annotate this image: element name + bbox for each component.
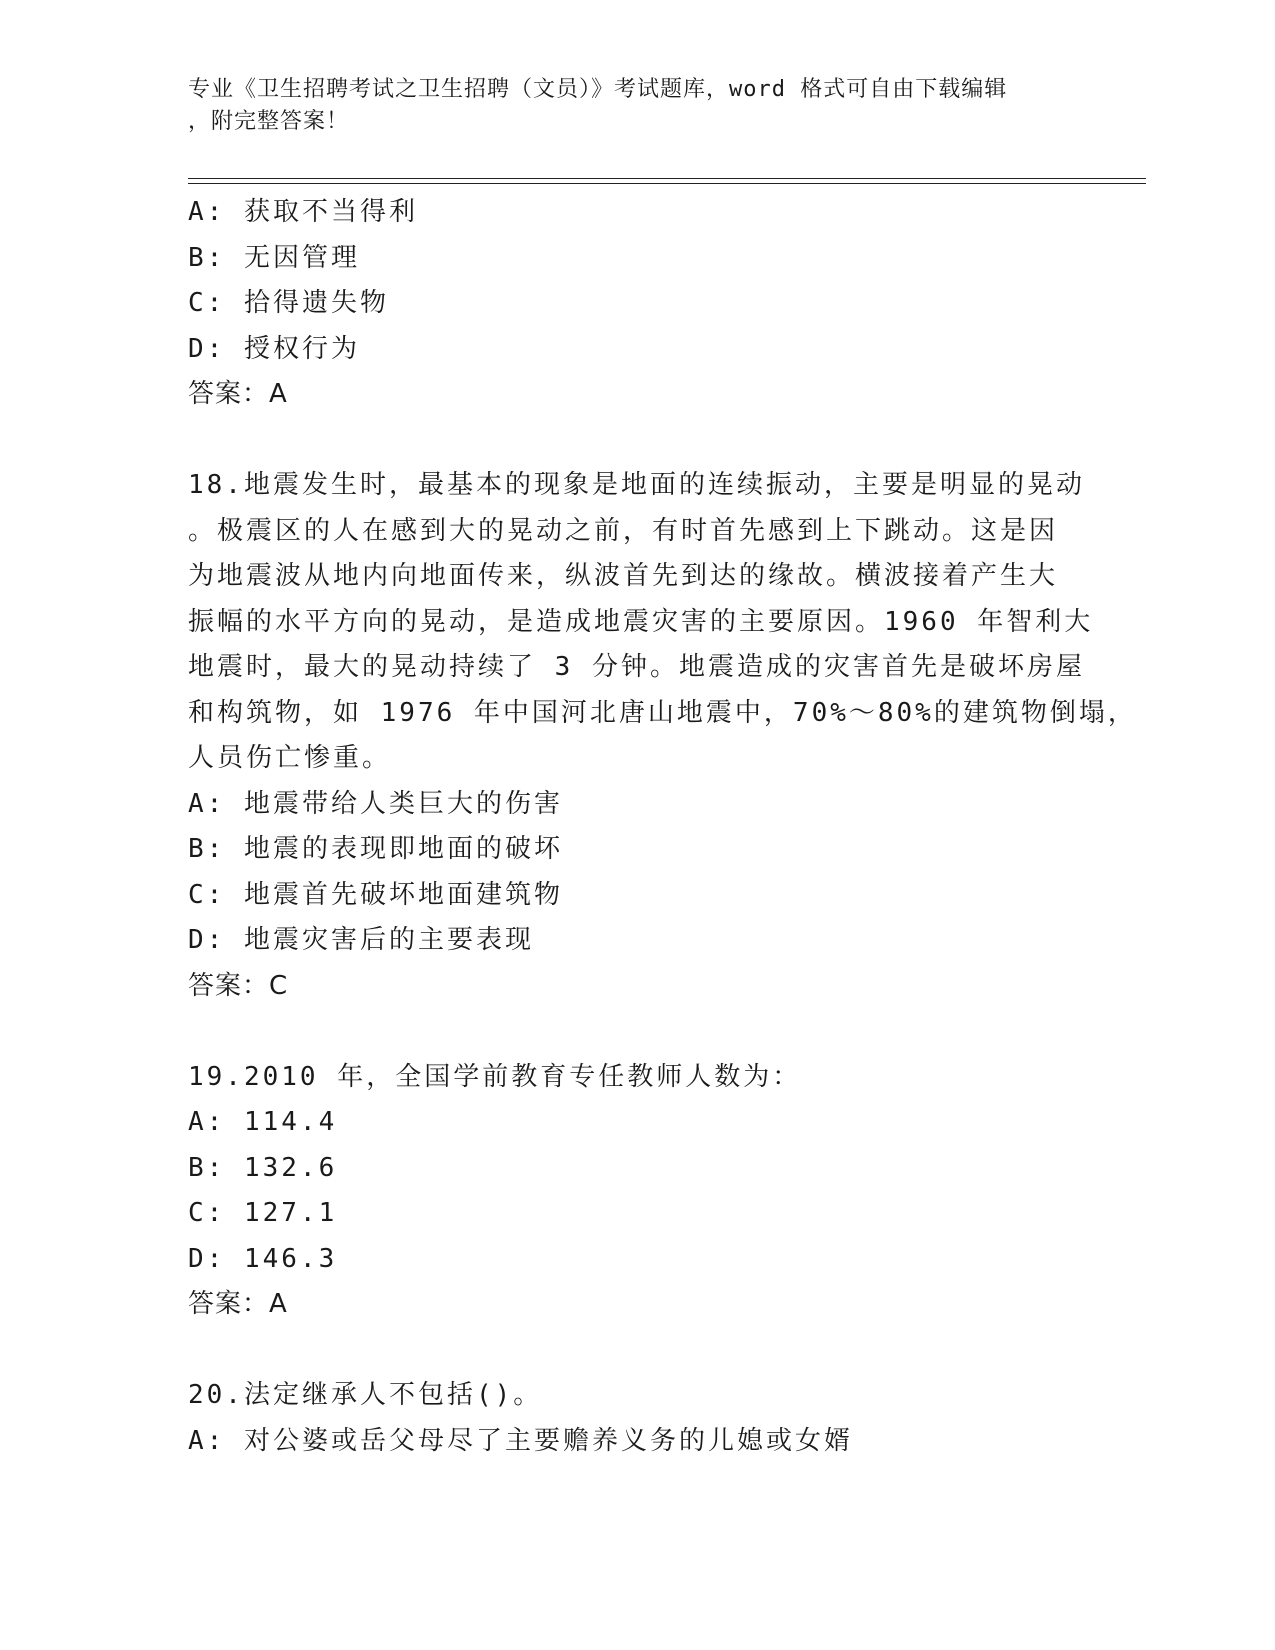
answer-line: 答案：C <box>188 970 289 1001</box>
option-d: D: 授权行为 <box>188 333 360 364</box>
option-c: C: 拾得遗失物 <box>188 288 389 318</box>
spacer <box>188 1009 1088 1055</box>
header-divider-top <box>188 178 1146 179</box>
question-stem-line: 。极震区的人在感到大的晃动之前，有时首先感到上下跳动。这是因 <box>188 515 1059 546</box>
question-20 <box>188 1373 1088 1464</box>
question-17-continued <box>188 190 1088 418</box>
option-b: B: 地震的表现即地面的破坏 <box>188 834 563 864</box>
question-stem-line: 为地震波从地内向地面传来，纵波首先到达的缘故。横波接着产生大 <box>188 561 1059 591</box>
header-title-line-2: ，附完整答案！ <box>188 109 350 134</box>
option-a: A: 地震带给人类巨大的伤害 <box>188 788 563 819</box>
question-stem: 20.法定继承人不包括()。 <box>188 1380 543 1410</box>
header-title-line-1: 专业《卫生招聘考试之卫生招聘（文员）》考试题库，word 格式可自由下载编辑 <box>188 77 1008 102</box>
answer-line: 答案：A <box>188 379 288 409</box>
question-stem: 19.2010 年，全国学前教育专任教师人数为： <box>188 1061 802 1092</box>
option-d: D: 146.3 <box>188 1243 338 1274</box>
question-19 <box>188 1055 1088 1328</box>
document-header <box>188 74 1088 138</box>
question-list <box>188 190 1137 1464</box>
answer-line: 答案：A <box>188 1289 288 1319</box>
question-stem-line: 人员伤亡惨重。 <box>188 743 392 773</box>
option-d: D: 地震灾害后的主要表现 <box>188 925 534 955</box>
question-stem-line: 18.地震发生时，最基本的现象是地面的连续振动，主要是明显的晃动 <box>188 470 1085 500</box>
question-stem-line: 地震时，最大的晃动持续了 3 分钟。地震造成的灾害首先是破坏房屋 <box>188 652 1085 682</box>
question-18 <box>188 463 1137 1009</box>
option-c: C: 地震首先破坏地面建筑物 <box>188 879 563 910</box>
option-a: A: 114.4 <box>188 1107 338 1137</box>
option-b: B: 132.6 <box>188 1152 338 1183</box>
option-a: A: 获取不当得利 <box>188 197 418 227</box>
question-stem-line: 和构筑物，如 1976 年中国河北唐山地震中，70%～80%的建筑物倒塌， <box>188 697 1137 728</box>
spacer <box>188 1328 1088 1374</box>
header-divider-bottom <box>188 183 1146 184</box>
question-stem-line: 振幅的水平方向的晃动，是造成地震灾害的主要原因。1960 年智利大 <box>188 606 1094 637</box>
option-b: B: 无因管理 <box>188 242 360 273</box>
option-c: C: 127.1 <box>188 1198 338 1228</box>
spacer <box>188 418 1088 464</box>
option-a: A: 对公婆或岳父母尽了主要赡养义务的儿媳或女婿 <box>188 1425 853 1456</box>
